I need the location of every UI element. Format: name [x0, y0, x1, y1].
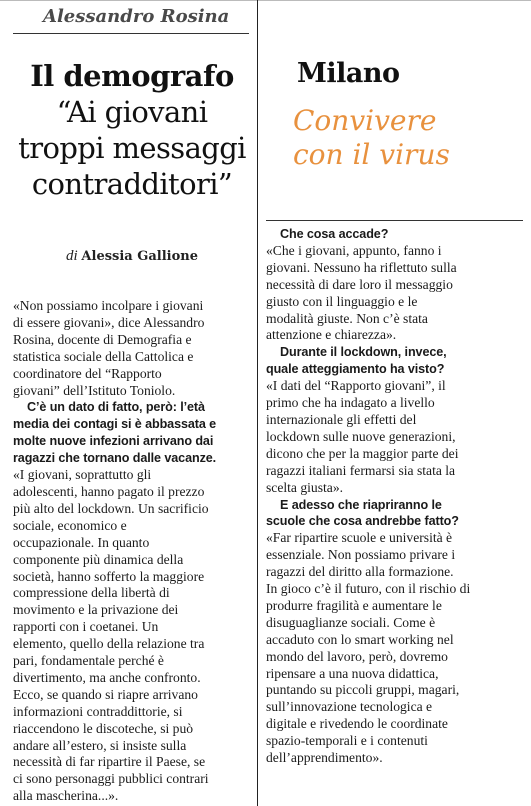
- interview-question-line: scuole che cosa andrebbe fatto?: [266, 514, 459, 529]
- article-text-line: attenzione e chiarezza».: [266, 327, 397, 343]
- article-text-line: puntando su piccoli gruppi, magari,: [266, 682, 460, 698]
- article-text-line: compressione della libertà di: [13, 585, 170, 601]
- city-label: Milano: [297, 58, 400, 89]
- right-column: [266, 0, 523, 806]
- left-column: [13, 0, 251, 806]
- author-name: Alessandro Rosina: [43, 6, 230, 27]
- article-text-line: spazio-temporali e i contenuti: [266, 733, 428, 749]
- article-text-line: pari, fondamentale perché è: [13, 653, 164, 669]
- interview-question-line: molte nuove infezioni arrivano dai: [13, 434, 214, 449]
- article-text-line: giusto con il linguaggio e le: [266, 293, 418, 309]
- article-text-line: «Che i giovani, appunto, fanno i: [266, 242, 442, 258]
- article-text-line: digitale e rivedendo le coordinate: [266, 716, 448, 732]
- article-text-line: movimento e la privazione dei: [13, 602, 179, 618]
- headline-quote-line: troppi messaggi: [18, 131, 246, 165]
- article-text-line: dicono che per la maggior parte dei: [266, 445, 459, 461]
- article-text-line: rapporti con i coetanei. Un: [13, 619, 159, 635]
- article-text-line: ci sono personaggi pubblici contrari: [13, 771, 209, 787]
- byline: [13, 248, 251, 265]
- byline-prefix: di: [66, 248, 78, 264]
- article-text-line: componente più dinamica della: [13, 551, 184, 567]
- article-text-line: «Far ripartire scuole e università è: [266, 530, 453, 546]
- article-text-line: riaccendono le discoteche, si può: [13, 720, 194, 736]
- article-text-line: coordinatore del “Rapporto: [13, 365, 162, 381]
- article-text-line: giovani” dell’Istituto Toniolo.: [13, 382, 176, 398]
- article-text-line: disuguaglianze sociali. Come è: [266, 614, 436, 630]
- article-text-line: primo che ha indagato a livello: [266, 395, 435, 411]
- article-text-line: Ecco, se quando si riapre arrivano: [13, 686, 198, 702]
- article-text-line: «I dati del “Rapporto giovani”, il: [266, 378, 446, 394]
- article-text-line: Rosina, docente di Demografia e: [13, 331, 192, 347]
- headline-quote-line: “Ai giovani: [56, 95, 208, 129]
- subheadline-line: con il virus: [293, 138, 450, 171]
- article-text-line: essenziale. Non possiamo privare i: [266, 547, 456, 563]
- interview-question-line: C’è un dato di fatto, però: l’età: [27, 400, 205, 415]
- article-text-line: ripensare a una nuova didattica,: [266, 665, 439, 681]
- article-text-line: società, hanno sofferto la maggiore: [13, 568, 205, 584]
- article-text-line: produrre fragilità e aumentare le: [266, 597, 442, 613]
- interview-question-line: Che cosa accade?: [280, 227, 389, 241]
- article-text-line: necessità di dare loro il messaggio: [266, 276, 453, 292]
- article-text-line: informazioni contraddittorie, si: [13, 703, 183, 719]
- column-divider: [257, 0, 258, 806]
- author-header: [13, 0, 249, 34]
- article-text-line: giovani. Nessuno ha riflettuto sulla: [266, 259, 457, 275]
- article-text-line: lockdown sulle nuove generazioni,: [266, 428, 456, 444]
- article-body-left: [13, 298, 251, 805]
- article-body-right: [266, 226, 523, 767]
- subheadline-line: Convivere: [293, 104, 437, 137]
- article-text-line: di essere giovani», dice Alessandro: [13, 314, 205, 330]
- article-text-line: necessità di far ripartire il Paese, se: [13, 754, 206, 770]
- headline: [13, 58, 251, 202]
- section-rule: [266, 220, 523, 221]
- subheadline: [293, 104, 450, 172]
- article-text-line: statistica sociale della Cattolica e: [13, 348, 194, 364]
- article-text-line: andare all’estero, si insiste sulla: [13, 737, 187, 753]
- article-text-line: elemento, quello della relazione tra: [13, 636, 205, 652]
- article-text-line: adolescenti, hanno pagato il prezzo: [13, 483, 205, 499]
- article-text-line: scelta giusta».: [266, 479, 344, 495]
- article-text-line: internazionale gli effetti del: [266, 411, 417, 427]
- article-text-line: ragazzi del diritto alla formazione.: [266, 564, 454, 580]
- article-text-line: modalità giuste. Non c’è stata: [266, 310, 428, 326]
- article-text-line: In gioco c’è il futuro, con il rischio di: [266, 581, 471, 597]
- article-text-line: dell’apprendimento».: [266, 750, 383, 766]
- article-text-line: mondo del lavoro, però, dovremo: [266, 648, 448, 664]
- article-text-line: più alto del lockdown. Un sacrificio: [13, 500, 209, 516]
- article-text-line: sull’innovazione tecnologica e: [266, 699, 433, 715]
- article-text-line: accaduto con lo smart working nel: [266, 631, 454, 647]
- article-text-line: alla mascherina...».: [13, 788, 119, 804]
- headline-main: Il demografo: [30, 59, 234, 93]
- article-text-line: «I giovani, soprattutto gli: [13, 467, 152, 483]
- article-text-line: ragazzi italiani fermarsi sia stata la: [266, 462, 456, 478]
- headline-quote-line: contradditori”: [31, 167, 233, 201]
- interview-question-line: quale atteggiamento ha visto?: [266, 362, 445, 377]
- article-text-line: «Non possiamo incolpare i giovani: [13, 298, 204, 313]
- interview-question-line: E adesso che riapriranno le: [280, 497, 442, 512]
- interview-question-line: media dei contagi si è abbassata e: [13, 417, 217, 432]
- interview-question-line: ragazzi che tornano dalle vacanze.: [13, 451, 217, 466]
- article-text-line: occupazionale. In quanto: [13, 534, 150, 550]
- article-text-line: divertimento, ma anche confronto.: [13, 669, 201, 685]
- article-text-line: sociale, economico e: [13, 517, 127, 533]
- interview-question-line: Durante il lockdown, invece,: [280, 345, 447, 360]
- byline-name: Alessia Gallione: [81, 249, 198, 264]
